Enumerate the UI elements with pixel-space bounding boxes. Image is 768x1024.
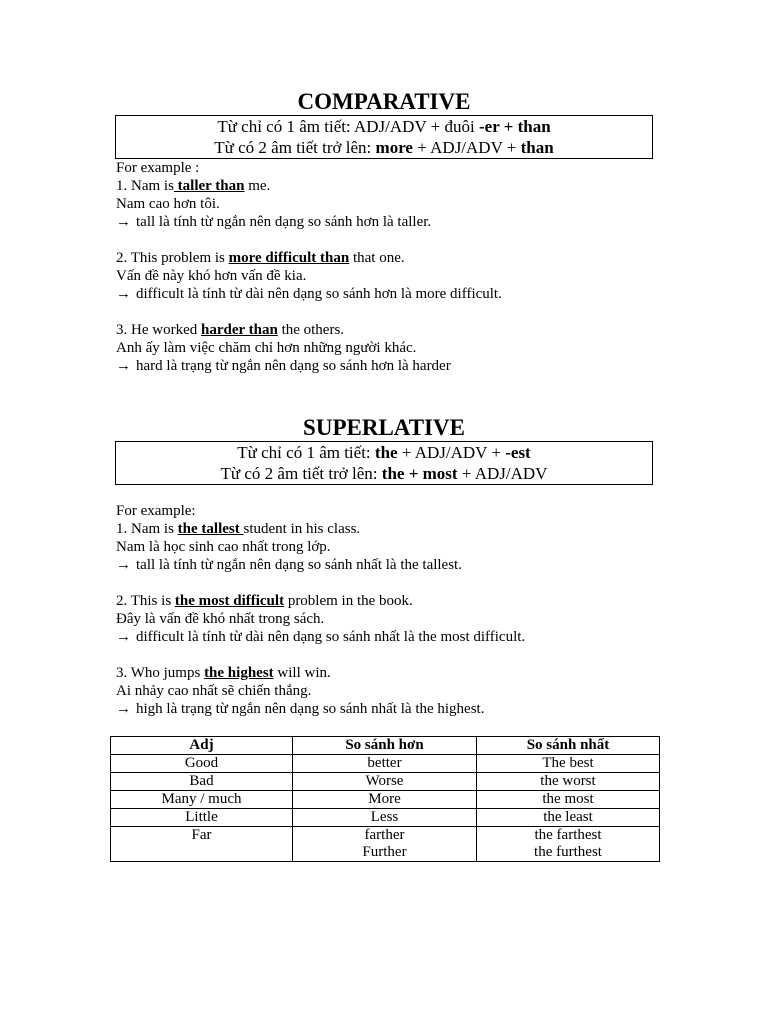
comparative-rule-2	[116, 137, 652, 158]
example-translation: Nam là học sinh cao nhất trong lớp.	[116, 539, 331, 555]
table-cell: The best	[477, 755, 660, 773]
rule-text: + ADJ/ADV +	[397, 443, 506, 462]
cell-line: the farthest	[534, 827, 602, 843]
rule-text: Từ chỉ có 1 âm tiết: ADJ/ADV + đuôi	[217, 117, 479, 136]
sentence-text: me.	[244, 178, 271, 194]
arrow-icon: →	[116, 358, 131, 374]
table-cell: Good	[111, 755, 293, 773]
note-text: difficult là tính từ dài nên dạng so sánh hơn là more difficult.	[136, 286, 502, 302]
highlighted-phrase: the most difficult	[174, 593, 285, 609]
highlighted-phrase: taller than	[173, 178, 245, 194]
column-header-superlative: So sánh nhất	[477, 737, 660, 755]
table-cell	[477, 827, 660, 862]
examples-intro: For example :	[116, 160, 200, 176]
table-cell: Worse	[293, 773, 477, 791]
sentence-text: 3. He worked	[116, 322, 201, 338]
example-sentence	[116, 664, 756, 682]
rule-text: Từ có 2 âm tiết trở lên:	[220, 464, 382, 483]
example-sentence	[116, 520, 756, 538]
example-sentence	[116, 592, 756, 610]
example-sentence	[116, 249, 756, 267]
superlative-title: SUPERLATIVE	[303, 415, 465, 440]
table-cell: the least	[477, 809, 660, 827]
note-text: high là trạng từ ngắn nên dạng so sánh nhất là the highest.	[136, 701, 485, 717]
examples-intro: For example:	[116, 503, 196, 519]
table-row	[111, 755, 660, 773]
superlative-rule-1	[116, 442, 652, 463]
rule-keyword: than	[520, 138, 554, 157]
table-cell: Bad	[111, 773, 293, 791]
table-cell: Many / much	[111, 791, 293, 809]
sentence-text: 2. This problem is	[116, 250, 229, 266]
comparison-table	[110, 736, 660, 862]
note-text: tall là tính từ ngắn nên dạng so sánh hơn là taller.	[136, 214, 432, 230]
table-cell: More	[293, 791, 477, 809]
table-cell: the worst	[477, 773, 660, 791]
cell-line: Far	[191, 827, 212, 843]
rule-keyword: the + most	[381, 464, 458, 483]
cell-line: Further	[362, 844, 407, 860]
rule-keyword: more	[375, 138, 413, 157]
example-sentence	[116, 177, 756, 195]
note-text: difficult là tính từ dài nên dạng so sánh nhất là the most difficult.	[136, 629, 526, 645]
highlighted-phrase: the highest	[204, 665, 274, 681]
rule-keyword: -er + than	[478, 117, 551, 136]
example-note	[116, 213, 756, 231]
comparative-title: COMPARATIVE	[297, 89, 471, 114]
arrow-icon: →	[116, 557, 131, 573]
example-note	[116, 628, 756, 646]
example-sentence	[116, 321, 756, 339]
table-row	[111, 773, 660, 791]
note-text: tall là tính từ ngắn nên dạng so sánh nhất là the tallest.	[136, 557, 462, 573]
table-cell	[293, 827, 477, 862]
rule-text: + ADJ/ADV +	[412, 138, 521, 157]
sentence-text: 1. Nam is	[116, 521, 178, 537]
example-translation: Nam cao hơn tôi.	[116, 196, 220, 212]
table-row	[111, 809, 660, 827]
comparative-rule-1	[116, 116, 652, 137]
table-header-row	[111, 737, 660, 755]
rule-keyword: -est	[505, 443, 531, 462]
superlative-examples	[116, 502, 756, 718]
comparative-rule-box	[115, 115, 653, 159]
example-note	[116, 556, 756, 574]
note-text: hard là trạng từ ngắn nên dạng so sánh hơn là harder	[136, 358, 451, 374]
sentence-text: problem in the book.	[284, 593, 413, 609]
rule-text: Từ chỉ có 1 âm tiết:	[237, 443, 375, 462]
highlighted-phrase: harder than	[200, 322, 278, 338]
sentence-text: that one.	[349, 250, 405, 266]
table-row	[111, 791, 660, 809]
arrow-icon: →	[116, 629, 131, 645]
sentence-text: will win.	[273, 665, 331, 681]
sentence-text: student in his class.	[243, 521, 361, 537]
rule-text: Từ có 2 âm tiết trở lên:	[214, 138, 376, 157]
example-translation: Đây là vấn đề khó nhất trong sách.	[116, 611, 325, 627]
column-header-comparative: So sánh hơn	[293, 737, 477, 755]
table-cell	[111, 827, 293, 862]
table-cell: Less	[293, 809, 477, 827]
table-cell: better	[293, 755, 477, 773]
sentence-text: the others.	[277, 322, 345, 338]
example-note	[116, 700, 756, 718]
example-translation: Anh ấy làm việc chăm chỉ hơn những người khác.	[116, 340, 417, 356]
highlighted-phrase: the tallest	[177, 521, 244, 537]
sentence-text: 1. Nam is	[116, 178, 174, 194]
rule-keyword: the	[374, 443, 398, 462]
comparative-examples	[116, 159, 756, 375]
table-cell: the most	[477, 791, 660, 809]
example-note	[116, 285, 756, 303]
sentence-text: 3. Who jumps	[116, 665, 205, 681]
highlighted-phrase: more difficult than	[228, 250, 350, 266]
example-translation: Ai nhảy cao nhất sẽ chiến thắng.	[116, 683, 312, 699]
example-translation: Vấn đề này khó hơn vấn đề kia.	[116, 268, 307, 284]
column-header-adj: Adj	[111, 737, 293, 755]
table-cell: Little	[111, 809, 293, 827]
sentence-text: 2. This is	[116, 593, 175, 609]
rule-text: + ADJ/ADV	[457, 464, 548, 483]
superlative-rule-box	[115, 441, 653, 485]
cell-line: the furthest	[534, 844, 602, 860]
cell-line: farther	[364, 827, 405, 843]
arrow-icon: →	[116, 286, 131, 302]
superlative-rule-2	[116, 463, 652, 484]
table-row	[111, 827, 660, 862]
arrow-icon: →	[116, 214, 131, 230]
example-note	[116, 357, 756, 375]
arrow-icon: →	[116, 701, 131, 717]
